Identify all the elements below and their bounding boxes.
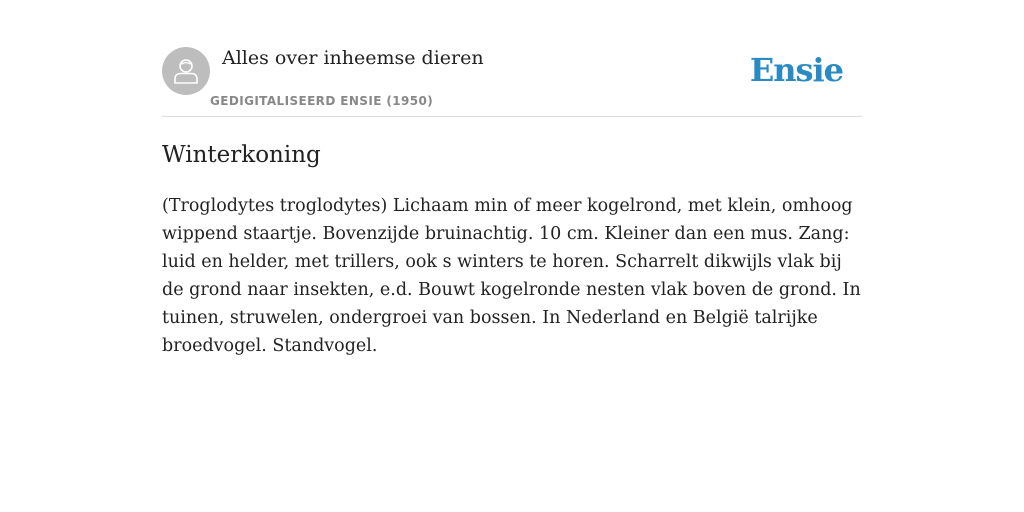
- source-label: GEDIGITALISEERD ENSIE (1950): [210, 94, 434, 108]
- entry-body: (Troglodytes troglodytes) Lichaam min of meer kogelrond, met klein, omhoog wippend staartje. Bovenzijde bruinachtig. 10 cm. Kleiner dan een mus. Zang: luid en helder, met trillers, ook s winters te horen. Scharrelt dikwijls vlak bij de grond naar insekten, e.d. Bouwt kogelronde nesten vlak boven de grond. In tuinen, struwelen, ondergroei van bossen. In Nederland en België talrijke broedvogel. Standvogel.: [162, 196, 861, 356]
- avatar[interactable]: [162, 47, 210, 95]
- collection-header: [162, 40, 862, 117]
- user-icon: [171, 56, 201, 86]
- entry-title: Winterkoning: [162, 142, 321, 168]
- collection-title[interactable]: Alles over inheemse dieren: [222, 47, 484, 69]
- brand-logo[interactable]: Ensie: [749, 51, 843, 89]
